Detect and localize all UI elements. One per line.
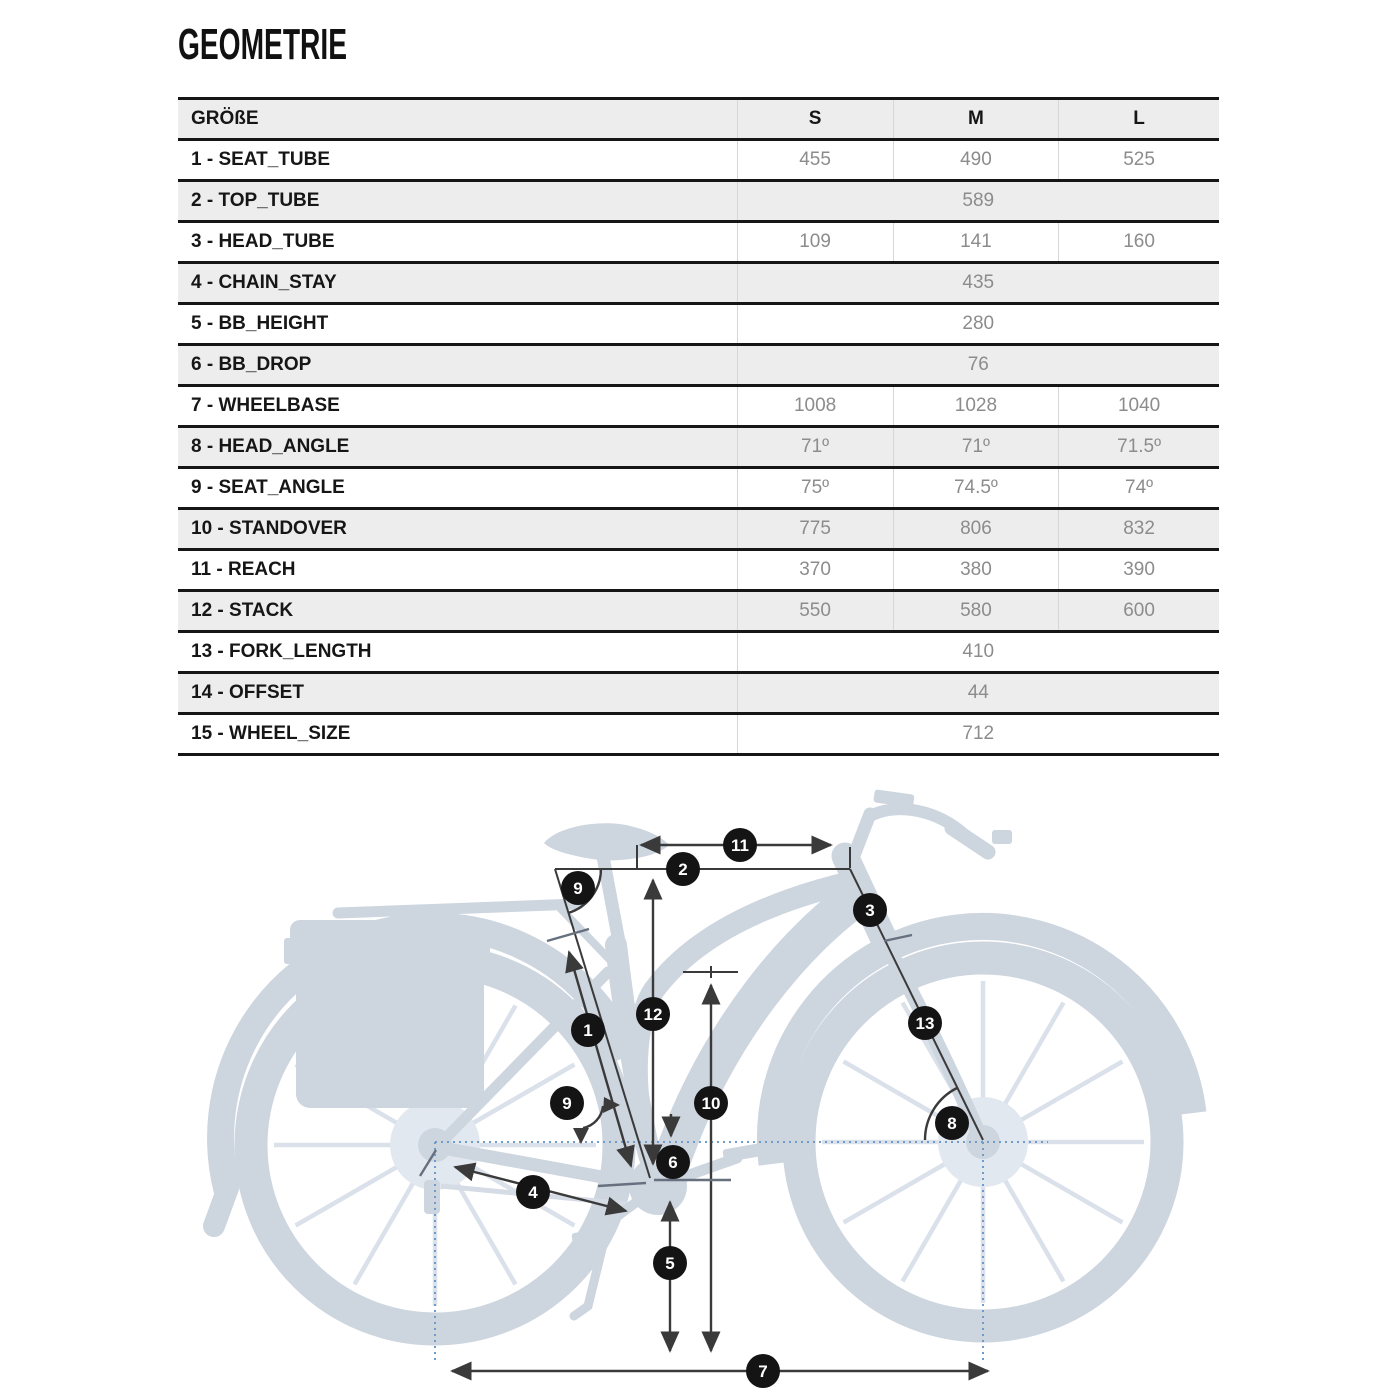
column-header-s: S [737,99,893,140]
row-value-l: 160 [1059,222,1219,263]
headlight [992,830,1012,844]
row-value-m: 1028 [893,386,1059,427]
derailleur [424,1180,440,1214]
seat-post [601,846,620,947]
table-row [178,304,1219,345]
display [873,789,914,807]
rear-mudflap [214,1188,228,1226]
row-value-merged: 280 [737,304,1219,345]
row-label: 6 - BB_DROP [191,354,312,375]
row-value-merged: 76 [737,345,1219,386]
marker-stack [636,997,670,1031]
table-row [178,427,1219,468]
svg-text:11: 11 [731,836,749,855]
row-label: 13 - FORK_LENGTH [191,641,372,662]
table-row [178,181,1219,222]
row-value-m: 580 [893,591,1059,632]
row-value-m: 71º [893,427,1059,468]
row-label: 15 - WHEEL_SIZE [191,723,351,744]
table-row [178,714,1219,755]
svg-text:13: 13 [915,1014,935,1033]
row-value-merged: 589 [737,181,1219,222]
row-label: 10 - STANDOVER [191,518,347,539]
table-row [178,673,1219,714]
row-label: 7 - WHEELBASE [191,395,340,416]
row-label: 11 - REACH [191,559,296,580]
pannier-bag [296,926,484,1108]
marker-fork-length [908,1006,942,1040]
grip [952,828,988,852]
svg-text:9: 9 [562,1094,572,1113]
row-value-s: 370 [737,550,893,591]
row-label: 2 - TOP_TUBE [191,190,320,211]
row-value-s: 109 [737,222,893,263]
row-label: 12 - STACK [191,600,294,621]
page-title: GEOMETRIE [178,20,347,69]
row-value-s: 775 [737,509,893,550]
svg-text:7: 7 [758,1362,768,1381]
marker-reach [723,828,757,862]
marker-seat-angle-bottom [550,1086,584,1120]
row-value-m: 806 [893,509,1059,550]
row-value-l: 1040 [1059,386,1219,427]
table-row [178,550,1219,591]
table-header-row [178,99,1219,140]
column-header-size: GRÖßE [191,108,259,129]
row-value-m: 490 [893,140,1059,181]
row-label: 3 - HEAD_TUBE [191,231,335,252]
row-label: 8 - HEAD_ANGLE [191,436,350,457]
row-label: 9 - SEAT_ANGLE [191,477,345,498]
marker-bb-height [653,1246,687,1280]
row-value-l: 390 [1059,550,1219,591]
row-value-s: 550 [737,591,893,632]
row-label: 1 - SEAT_TUBE [191,149,331,170]
table-row [178,140,1219,181]
column-header-m: M [893,99,1059,140]
row-value-l: 74º [1059,468,1219,509]
bike-silhouette [214,789,1193,1329]
table-row [178,263,1219,304]
row-value-merged: 712 [737,714,1219,755]
row-label: 14 - OFFSET [191,682,304,703]
row-value-s: 455 [737,140,893,181]
column-header-l: L [1059,99,1219,140]
row-value-merged: 435 [737,263,1219,304]
marker-seat-angle-top [561,871,595,905]
row-value-l: 832 [1059,509,1219,550]
svg-text:4: 4 [528,1183,538,1202]
row-label: 5 - BB_HEIGHT [191,313,329,334]
bike-geometry-diagram [0,780,1396,1396]
geometry-table-wrap [178,97,1219,756]
geometry-table [178,97,1219,756]
row-value-l: 71.5º [1059,427,1219,468]
svg-text:2: 2 [678,860,688,879]
marker-head-angle [935,1106,969,1140]
table-row [178,222,1219,263]
svg-text:3: 3 [865,901,875,920]
row-label: 4 - CHAIN_STAY [191,272,337,293]
marker-wheelbase [746,1354,780,1388]
row-value-l: 525 [1059,140,1219,181]
rear-rack [338,904,578,913]
svg-text:8: 8 [947,1114,957,1133]
svg-text:6: 6 [668,1153,678,1172]
rear-light [284,938,296,964]
row-value-merged: 410 [737,632,1219,673]
svg-text:12: 12 [643,1005,663,1024]
row-value-m: 380 [893,550,1059,591]
table-row [178,386,1219,427]
table-row [178,591,1219,632]
row-value-s: 71º [737,427,893,468]
svg-text:9: 9 [573,879,583,898]
svg-text:5: 5 [665,1254,675,1273]
svg-text:10: 10 [701,1094,721,1113]
row-value-merged: 44 [737,673,1219,714]
table-row [178,345,1219,386]
table-row [178,632,1219,673]
row-value-l: 600 [1059,591,1219,632]
marker-head-tube [853,893,887,927]
marker-bb-drop [656,1145,690,1179]
row-value-m: 74.5º [893,468,1059,509]
row-value-s: 75º [737,468,893,509]
svg-text:1: 1 [583,1021,593,1040]
marker-seat-tube [571,1013,605,1047]
marker-chain-stay [516,1175,550,1209]
row-value-m: 141 [893,222,1059,263]
marker-top-tube [666,852,700,886]
table-row [178,468,1219,509]
saddle [544,823,669,860]
row-value-s: 1008 [737,386,893,427]
marker-standover [694,1086,728,1120]
table-row [178,509,1219,550]
